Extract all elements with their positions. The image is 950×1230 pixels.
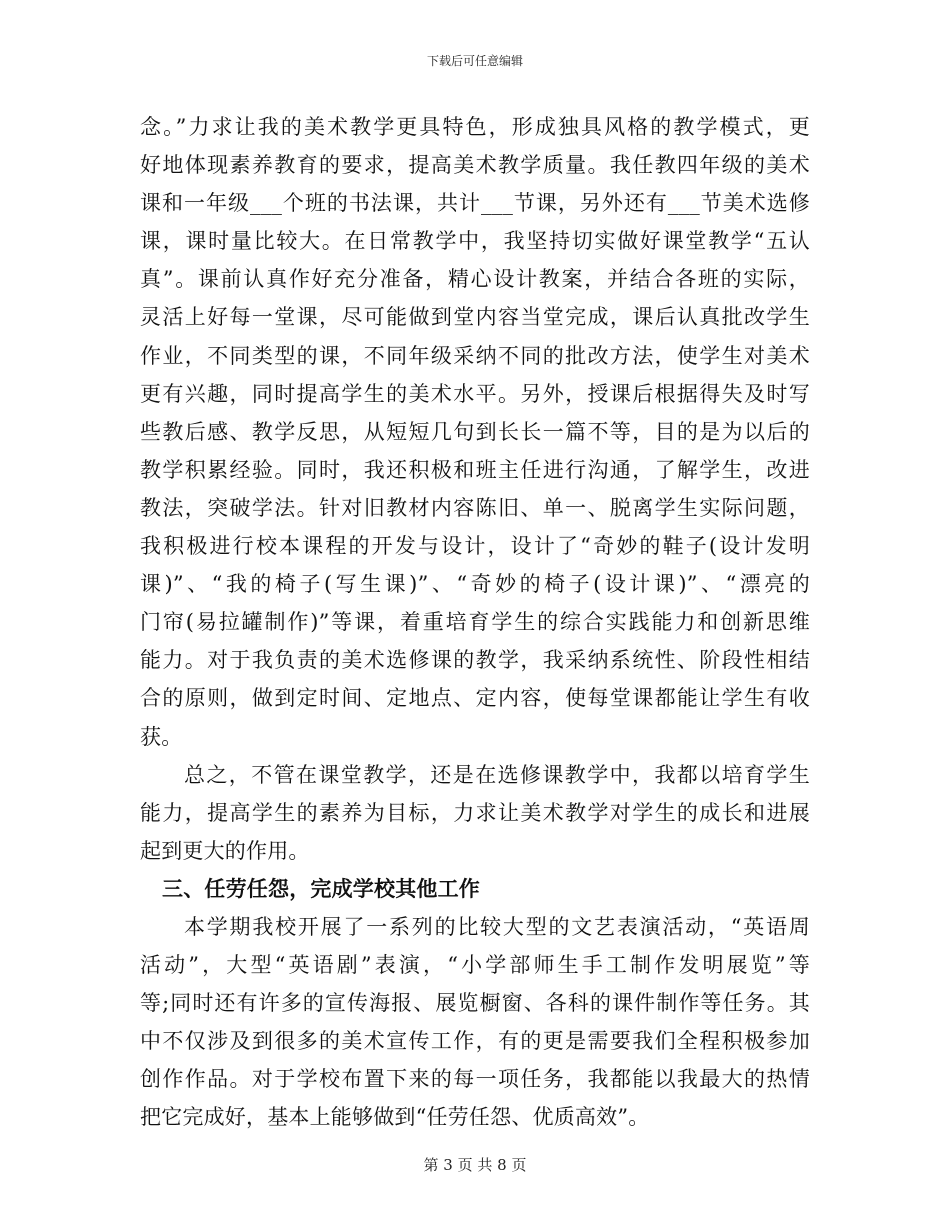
paragraph-summary [140,756,810,870]
text-line: 活动”，大型“英语剧”表演，“小学部师生手工制作发明展览”等 [140,953,810,978]
text-line: 真”。课前认真作好充分准备，精心设计教案，并结合各班的实际， [140,267,810,292]
section-heading: 三、任劳任怨，完成学校其他工作 [162,875,480,901]
text-line: 本学期我校开展了一系列的比较大型的文艺表演活动，“英语周 [184,914,810,939]
text-line: 获。 [140,724,183,749]
text-line: 教学积累经验。同时，我还积极和班主任进行沟通，了解学生，改进 [140,457,810,482]
text-line: 更有兴趣，同时提高学生的美术水平。另外，授课后根据得失及时写 [140,381,810,406]
text-line: 好地体现素养教育的要求，提高美术教学质量。我任教四年级的美术 [140,153,810,178]
text-line: 门帘(易拉罐制作)”等课，着重培育学生的综合实践能力和创新思维 [140,610,810,635]
text-line: 能力，提高学生的素养为目标，力求让美术教学对学生的成长和进展 [140,800,810,825]
text-line: 我积极进行校本课程的开发与设计，设计了“奇妙的鞋子(设计发明 [140,534,810,559]
text-line: 灵活上好每一堂课，尽可能做到堂内容当堂完成，课后认真批改学生 [140,305,810,330]
text-line: 中不仅涉及到很多的美术宣传工作，有的更是需要我们全程积极参加 [140,1029,810,1054]
text-line: 起到更大的作用。 [140,838,310,863]
text-line: 创作作品。对于学校布置下来的每一项任务，我都能以我最大的热情 [140,1067,810,1092]
text-line: 能力。对于我负责的美术选修课的教学，我采纳系统性、阶段性相结 [140,648,810,673]
text-line: 念。”力求让我的美术教学更具特色，形成独具风格的教学模式，更 [140,115,810,139]
text-line: 些教后感、教学反思，从短短几句到长长一篇不等，目的是为以后的 [140,419,810,444]
text-line: 课)”、“我的椅子(写生课)”、“奇妙的椅子(设计课)”、“漂亮的 [140,572,810,597]
text-line: 把它完成好，基本上能够做到“任劳任怨、优质高效”。 [140,1105,650,1130]
page-header: 下载后可任意编辑 [426,54,523,68]
text-line: 作业，不同类型的课，不同年级采纳不同的批改方法，使学生对美术 [140,343,810,368]
text-line: 课和一年级___个班的书法课，共计___节课，另外还有___节美术选修 [140,191,810,216]
text-line: 总之，不管在课堂教学，还是在选修课教学中，我都以培育学生 [184,762,810,787]
page-number: 第 3 页 共 8 页 [423,1156,527,1174]
document-body [140,108,810,1137]
text-line: 课，课时量比较大。在日常教学中，我坚持切实做好课堂教学“五认 [140,229,810,254]
text-line: 教法，突破学法。针对旧教材内容陈旧、单一、脱离学生实际问题， [140,495,810,520]
paragraph-other-work [140,908,810,1137]
text-line: 合的原则，做到定时间、定地点、定内容，使每堂课都能让学生有收 [140,686,810,711]
paragraph-art-teaching [140,108,810,756]
text-line: 等;同时还有许多的宣传海报、展览橱窗、各科的课件制作等任务。其 [140,991,810,1016]
